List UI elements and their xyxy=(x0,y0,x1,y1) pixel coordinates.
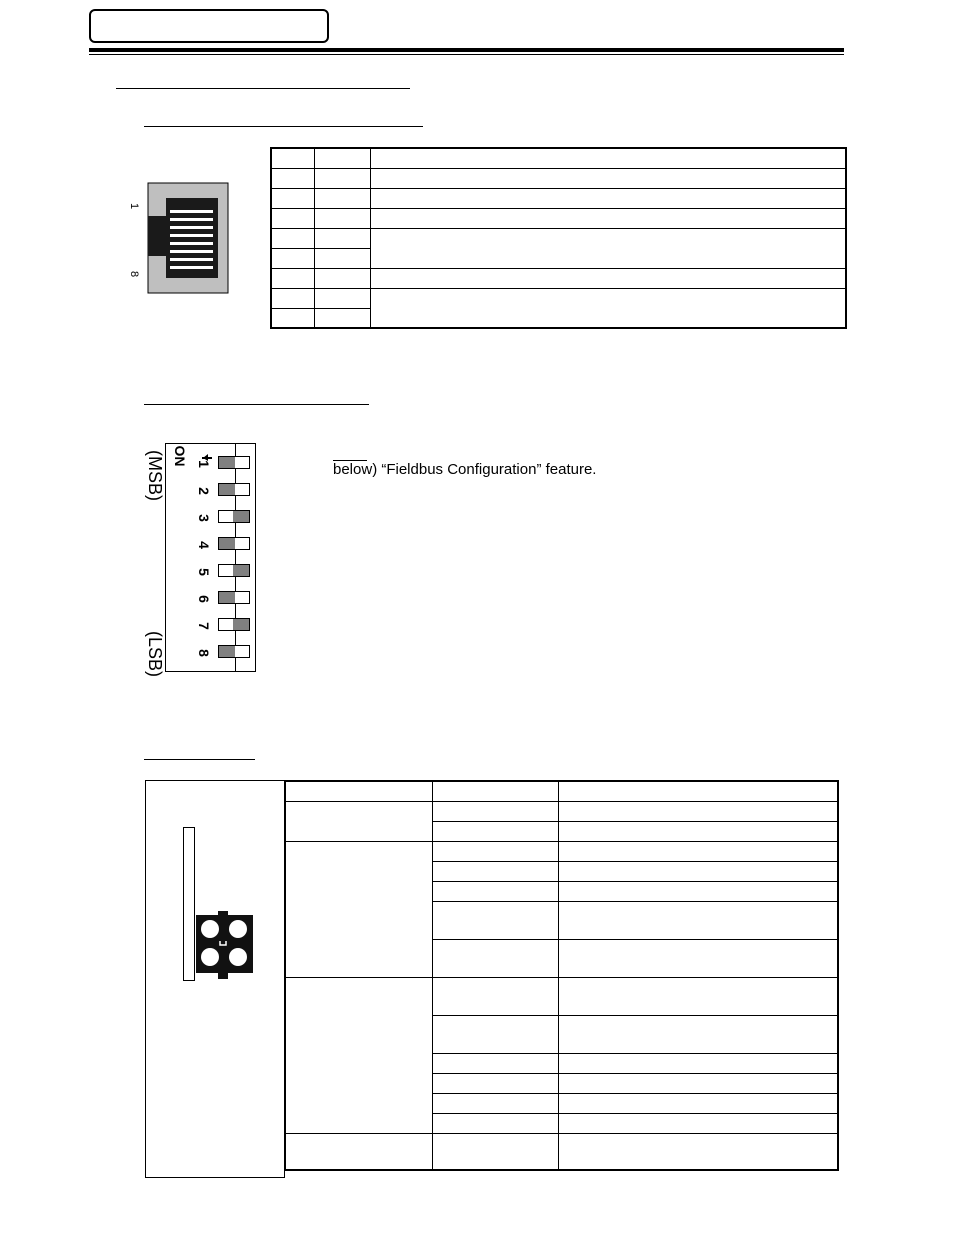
dip-switch-6[interactable] xyxy=(218,591,250,604)
dip-switch-knob xyxy=(233,619,249,630)
dip-switch-number-3: 3 xyxy=(196,514,212,522)
jumper-settings-table xyxy=(284,780,839,1171)
table-row xyxy=(271,168,846,188)
dip-switch-7[interactable] xyxy=(218,618,250,631)
header-rule-thin xyxy=(89,54,844,55)
dip-switch-number-7: 7 xyxy=(196,622,212,630)
table-row xyxy=(271,288,846,308)
jumper-icon xyxy=(194,911,256,979)
dip-switch-divider xyxy=(235,443,236,672)
dip-note-text: below) “Fieldbus Configuration” feature. xyxy=(333,461,597,478)
table-row xyxy=(271,148,846,168)
dip-switch-5[interactable] xyxy=(218,564,250,577)
dip-switch-number-6: 6 xyxy=(196,595,212,603)
table-row xyxy=(285,841,838,861)
table-row xyxy=(271,188,846,208)
table-row xyxy=(285,1133,838,1170)
table-row xyxy=(271,268,846,288)
jumper-heading-underline xyxy=(144,759,255,760)
dip-switch-knob xyxy=(233,511,249,522)
dip-switch-knob xyxy=(233,565,249,576)
rj45-connector xyxy=(128,182,230,294)
pin-8-label: 8 xyxy=(128,270,141,278)
dip-switch-3[interactable] xyxy=(218,510,250,523)
dip-switch-8[interactable] xyxy=(218,645,250,658)
jumper-illustration-panel xyxy=(145,780,285,1178)
rj45-connector-icon xyxy=(128,182,230,294)
dip-switch-body xyxy=(165,443,256,672)
on-label: ON xyxy=(172,445,188,467)
dip-switch-number-1: 1 xyxy=(196,460,212,468)
dip-switch-4[interactable] xyxy=(218,537,250,550)
table-row xyxy=(271,208,846,228)
dip-switch-knob xyxy=(219,457,235,468)
table-row xyxy=(285,781,838,801)
dip-switch-number-4: 4 xyxy=(196,541,212,549)
table-row xyxy=(285,801,838,821)
dip-switch-number-2: 2 xyxy=(196,487,212,495)
lsb-label: (LSB) xyxy=(145,630,165,677)
subsection-heading-underline xyxy=(144,126,423,127)
dip-heading-underline xyxy=(144,404,369,405)
msb-label: (MSB) xyxy=(145,450,165,501)
dip-switch-2[interactable] xyxy=(218,483,250,496)
dip-switch-number-8: 8 xyxy=(196,649,212,657)
table-row xyxy=(285,977,838,1015)
dip-switch-knob xyxy=(219,538,235,549)
pin-1-label: 1 xyxy=(128,202,141,210)
dip-switch-number-5: 5 xyxy=(196,568,212,576)
pin-assignment-table xyxy=(270,147,847,329)
dip-switch-knob xyxy=(219,484,235,495)
dip-switch-1[interactable] xyxy=(218,456,250,469)
header-tab-box xyxy=(89,9,329,43)
section-heading-underline xyxy=(116,88,410,89)
dip-switch-knob xyxy=(219,592,235,603)
table-row xyxy=(271,228,846,248)
header-rule xyxy=(89,48,844,52)
dip-switch-knob xyxy=(219,646,235,657)
dip-switch xyxy=(140,438,260,676)
